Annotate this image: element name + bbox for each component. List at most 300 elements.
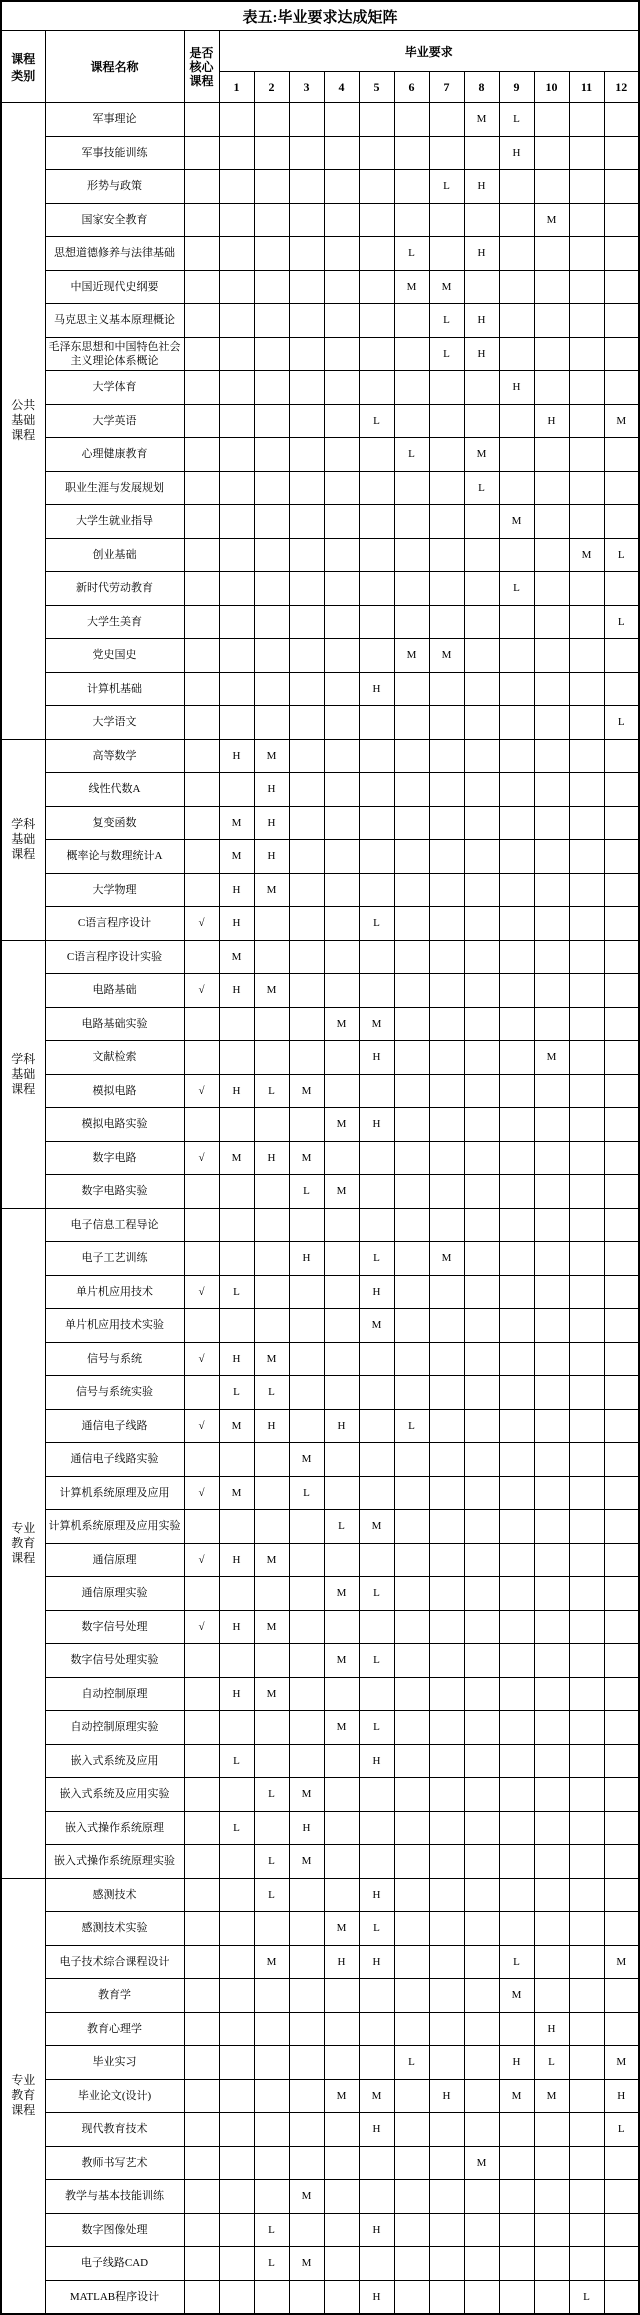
table-row	[1, 471, 639, 505]
requirement-mark-cell	[604, 2180, 639, 2214]
table-row	[1, 404, 639, 438]
course-name-cell: 信号与系统实验	[45, 1376, 184, 1410]
core-course-cell	[184, 572, 219, 606]
course-name-cell: 大学语文	[45, 706, 184, 740]
core-course-cell	[184, 1577, 219, 1611]
category-cell: 学科基础课程	[1, 739, 45, 940]
requirement-mark-cell	[569, 1208, 604, 1242]
requirement-mark-cell	[569, 1811, 604, 1845]
requirement-mark-cell	[394, 505, 429, 539]
requirement-mark-cell	[604, 873, 639, 907]
requirement-mark-cell	[464, 1041, 499, 1075]
requirement-mark-cell	[464, 706, 499, 740]
requirement-mark-cell	[324, 1979, 359, 2013]
table-row	[1, 270, 639, 304]
table-row	[1, 2280, 639, 2314]
requirement-mark-cell	[464, 1744, 499, 1778]
requirement-mark-cell	[429, 605, 464, 639]
requirement-mark-cell	[219, 103, 254, 137]
requirement-mark-cell	[254, 2280, 289, 2314]
requirement-mark-cell	[394, 739, 429, 773]
requirement-mark-cell	[534, 1242, 569, 1276]
requirement-mark-cell: H	[359, 1275, 394, 1309]
requirement-mark-cell	[464, 1342, 499, 1376]
requirement-mark-cell	[569, 103, 604, 137]
requirement-mark-cell: M	[219, 1476, 254, 1510]
requirement-mark-cell	[359, 1443, 394, 1477]
requirement-mark-cell	[324, 1878, 359, 1912]
requirement-mark-cell	[604, 572, 639, 606]
course-name-cell: 嵌入式操作系统原理实验	[45, 1845, 184, 1879]
requirement-mark-cell	[394, 1242, 429, 1276]
requirement-mark-cell	[604, 639, 639, 673]
requirement-mark-cell	[324, 1275, 359, 1309]
table-row	[1, 1409, 639, 1443]
table-row	[1, 840, 639, 874]
table-row	[1, 1074, 639, 1108]
requirement-mark-cell	[569, 773, 604, 807]
requirement-mark-cell	[569, 739, 604, 773]
requirement-mark-cell	[569, 1845, 604, 1879]
requirement-mark-cell	[359, 706, 394, 740]
table-row	[1, 1711, 639, 1745]
requirement-mark-cell: M	[464, 103, 499, 137]
requirement-mark-cell	[499, 1510, 534, 1544]
requirement-mark-cell	[289, 739, 324, 773]
requirement-mark-cell	[499, 639, 534, 673]
requirement-mark-cell: L	[324, 1510, 359, 1544]
core-course-cell	[184, 1979, 219, 2013]
requirement-mark-cell	[359, 1141, 394, 1175]
requirement-mark-cell	[254, 538, 289, 572]
requirement-mark-cell: L	[499, 572, 534, 606]
requirement-mark-cell: H	[219, 1074, 254, 1108]
core-course-cell: √	[184, 1543, 219, 1577]
core-course-cell: √	[184, 1476, 219, 1510]
requirement-mark-cell	[429, 1476, 464, 1510]
requirement-mark-cell	[289, 237, 324, 271]
requirement-mark-cell	[219, 1041, 254, 1075]
requirement-mark-cell	[534, 136, 569, 170]
requirement-mark-cell	[604, 471, 639, 505]
requirement-mark-cell	[569, 1443, 604, 1477]
requirement-mark-cell	[569, 505, 604, 539]
requirement-mark-cell	[499, 773, 534, 807]
requirement-mark-cell	[569, 873, 604, 907]
requirement-mark-cell	[219, 1175, 254, 1209]
table-row	[1, 1979, 639, 2013]
requirement-mark-cell	[464, 1979, 499, 2013]
requirement-mark-cell: M	[324, 1644, 359, 1678]
requirement-mark-cell	[359, 1175, 394, 1209]
requirement-mark-cell	[464, 1108, 499, 1142]
requirement-mark-cell	[429, 1912, 464, 1946]
requirement-mark-cell	[324, 1208, 359, 1242]
requirement-mark-cell	[499, 237, 534, 271]
requirement-mark-cell	[569, 438, 604, 472]
requirement-mark-cell	[534, 1275, 569, 1309]
course-name-cell: 自动控制原理实验	[45, 1711, 184, 1745]
req-number-header: 3	[289, 72, 324, 103]
requirement-mark-cell: M	[289, 1845, 324, 1879]
table-row	[1, 337, 639, 371]
requirement-mark-cell	[569, 672, 604, 706]
requirement-mark-cell	[289, 605, 324, 639]
requirement-mark-cell	[534, 1945, 569, 1979]
course-name-cell: 大学英语	[45, 404, 184, 438]
requirement-mark-cell	[569, 806, 604, 840]
requirement-mark-cell: H	[359, 2113, 394, 2147]
requirement-mark-cell	[324, 270, 359, 304]
course-name-cell: 文献检索	[45, 1041, 184, 1075]
requirement-mark-cell	[604, 773, 639, 807]
requirement-mark-cell: M	[289, 2247, 324, 2281]
requirement-mark-cell	[569, 1242, 604, 1276]
core-course-cell	[184, 840, 219, 874]
requirement-mark-cell	[499, 1175, 534, 1209]
requirement-mark-cell	[569, 940, 604, 974]
requirement-mark-cell	[534, 2213, 569, 2247]
requirement-mark-cell	[429, 1744, 464, 1778]
requirement-mark-cell: M	[499, 505, 534, 539]
requirement-mark-cell	[359, 1811, 394, 1845]
core-course-cell	[184, 1878, 219, 1912]
requirement-mark-cell	[534, 471, 569, 505]
requirement-mark-cell	[499, 304, 534, 338]
course-name-cell: 教师书写艺术	[45, 2146, 184, 2180]
requirement-mark-cell	[289, 404, 324, 438]
requirement-mark-cell	[569, 471, 604, 505]
requirement-mark-cell	[359, 1677, 394, 1711]
requirement-mark-cell	[429, 1041, 464, 1075]
requirement-mark-cell	[359, 1778, 394, 1812]
table-row	[1, 1744, 639, 1778]
requirement-mark-cell	[324, 773, 359, 807]
requirement-mark-cell	[464, 1510, 499, 1544]
course-name-cell: 教育学	[45, 1979, 184, 2013]
requirement-mark-cell	[604, 203, 639, 237]
core-course-cell	[184, 1309, 219, 1343]
course-name-cell: 嵌入式系统及应用实验	[45, 1778, 184, 1812]
requirement-mark-cell	[359, 1409, 394, 1443]
requirement-mark-cell	[569, 1309, 604, 1343]
requirement-mark-cell	[534, 739, 569, 773]
requirement-mark-cell	[499, 2146, 534, 2180]
core-course-cell	[184, 2113, 219, 2147]
requirement-mark-cell: M	[359, 1309, 394, 1343]
table-row	[1, 873, 639, 907]
requirement-mark-cell	[429, 1376, 464, 1410]
requirement-mark-cell	[464, 773, 499, 807]
course-name-cell: 党史国史	[45, 639, 184, 673]
requirement-mark-cell	[254, 605, 289, 639]
requirement-mark-cell	[254, 270, 289, 304]
requirement-mark-cell	[569, 1342, 604, 1376]
requirement-mark-cell	[604, 1811, 639, 1845]
requirement-mark-cell	[429, 103, 464, 137]
requirement-mark-cell	[254, 706, 289, 740]
requirement-mark-cell	[464, 1945, 499, 1979]
requirement-mark-cell: M	[604, 2046, 639, 2080]
requirement-mark-cell	[324, 1342, 359, 1376]
core-course-cell	[184, 371, 219, 405]
requirement-mark-cell	[324, 1677, 359, 1711]
requirement-mark-cell	[289, 1610, 324, 1644]
requirement-mark-cell	[254, 1443, 289, 1477]
requirement-mark-cell: L	[289, 1476, 324, 1510]
requirement-mark-cell	[429, 1945, 464, 1979]
requirement-mark-cell	[604, 1677, 639, 1711]
requirement-mark-cell	[394, 907, 429, 941]
requirement-mark-cell	[499, 2213, 534, 2247]
requirement-mark-cell	[359, 940, 394, 974]
requirement-mark-cell	[464, 1845, 499, 1879]
requirement-mark-cell	[429, 371, 464, 405]
requirement-mark-cell	[394, 1543, 429, 1577]
core-course-cell	[184, 1376, 219, 1410]
requirement-mark-cell	[219, 672, 254, 706]
requirement-mark-cell	[464, 1476, 499, 1510]
course-name-cell: C语言程序设计实验	[45, 940, 184, 974]
requirement-mark-cell	[429, 1007, 464, 1041]
req-number-header: 6	[394, 72, 429, 103]
requirement-mark-cell	[324, 203, 359, 237]
requirement-mark-cell	[289, 706, 324, 740]
table-row	[1, 1309, 639, 1343]
requirement-mark-cell	[569, 1744, 604, 1778]
requirement-mark-cell	[534, 1912, 569, 1946]
requirement-mark-cell: M	[324, 1108, 359, 1142]
requirement-mark-cell	[464, 1175, 499, 1209]
course-name-cell: 数字信号处理实验	[45, 1644, 184, 1678]
requirement-mark-cell: M	[429, 1242, 464, 1276]
requirement-mark-cell	[499, 1443, 534, 1477]
requirement-mark-cell	[289, 672, 324, 706]
core-course-cell	[184, 1744, 219, 1778]
requirement-mark-cell	[289, 2280, 324, 2314]
requirement-mark-cell	[464, 974, 499, 1008]
requirement-mark-cell: L	[359, 907, 394, 941]
requirement-mark-cell	[569, 605, 604, 639]
requirement-mark-cell	[324, 739, 359, 773]
requirement-mark-cell	[569, 337, 604, 371]
core-course-cell	[184, 1041, 219, 1075]
table-row	[1, 1677, 639, 1711]
requirement-mark-cell	[604, 1443, 639, 1477]
requirement-mark-cell	[254, 672, 289, 706]
requirement-mark-cell: H	[359, 2280, 394, 2314]
requirement-mark-cell: L	[219, 1376, 254, 1410]
requirement-mark-cell	[254, 1242, 289, 1276]
requirement-mark-cell	[254, 1175, 289, 1209]
requirement-mark-cell	[464, 1242, 499, 1276]
requirement-mark-cell	[499, 1744, 534, 1778]
requirement-mark-cell	[324, 2012, 359, 2046]
table-row	[1, 1376, 639, 1410]
core-course-cell: √	[184, 1074, 219, 1108]
requirement-mark-cell	[324, 1376, 359, 1410]
requirement-mark-cell	[534, 806, 569, 840]
course-name-cell: 计算机系统原理及应用	[45, 1476, 184, 1510]
requirement-mark-cell	[429, 2012, 464, 2046]
requirement-mark-cell	[394, 1644, 429, 1678]
requirement-mark-cell	[534, 773, 569, 807]
requirement-mark-cell	[569, 1007, 604, 1041]
requirement-mark-cell	[569, 706, 604, 740]
category-cell: 专业教育课程	[1, 1878, 45, 2314]
requirement-mark-cell	[604, 2280, 639, 2314]
requirement-mark-cell	[289, 1543, 324, 1577]
category-cell: 专业教育课程	[1, 1208, 45, 1878]
requirement-mark-cell	[394, 1007, 429, 1041]
core-course-cell	[184, 2079, 219, 2113]
requirement-mark-cell	[394, 371, 429, 405]
requirement-mark-cell	[394, 1309, 429, 1343]
requirement-mark-cell	[569, 170, 604, 204]
requirement-mark-cell: M	[219, 1141, 254, 1175]
requirement-mark-cell	[324, 237, 359, 271]
requirement-mark-cell: M	[289, 2180, 324, 2214]
requirement-mark-cell	[464, 203, 499, 237]
requirement-mark-cell	[534, 1711, 569, 1745]
requirement-mark-cell	[289, 806, 324, 840]
requirement-mark-cell	[499, 471, 534, 505]
requirement-mark-cell	[254, 639, 289, 673]
requirement-mark-cell: L	[359, 1711, 394, 1745]
requirement-mark-cell	[499, 940, 534, 974]
requirement-mark-cell	[254, 471, 289, 505]
requirement-mark-cell	[499, 1208, 534, 1242]
requirement-mark-cell	[534, 438, 569, 472]
requirement-mark-cell	[569, 639, 604, 673]
requirement-mark-cell	[289, 1912, 324, 1946]
req-number-header: 1	[219, 72, 254, 103]
course-name-cell: 单片机应用技术	[45, 1275, 184, 1309]
requirement-mark-cell	[429, 404, 464, 438]
requirement-mark-cell	[499, 2280, 534, 2314]
table-row	[1, 572, 639, 606]
requirement-mark-cell	[254, 2180, 289, 2214]
requirement-mark-cell: H	[534, 2012, 569, 2046]
requirement-mark-cell	[534, 1208, 569, 1242]
requirement-mark-cell	[464, 1577, 499, 1611]
core-course-cell: √	[184, 907, 219, 941]
requirement-mark-cell: L	[464, 471, 499, 505]
course-name-cell: 线性代数A	[45, 773, 184, 807]
requirement-mark-cell: L	[254, 1845, 289, 1879]
requirement-mark-cell	[569, 1175, 604, 1209]
requirement-mark-cell	[499, 270, 534, 304]
requirement-mark-cell	[394, 1945, 429, 1979]
requirement-mark-cell	[289, 538, 324, 572]
requirement-mark-cell	[499, 1275, 534, 1309]
requirement-mark-cell	[219, 2180, 254, 2214]
requirement-mark-cell	[534, 1376, 569, 1410]
requirement-mark-cell: L	[394, 2046, 429, 2080]
requirement-mark-cell: M	[359, 1510, 394, 1544]
requirement-mark-cell	[569, 1074, 604, 1108]
requirement-mark-cell	[219, 337, 254, 371]
requirement-mark-cell	[534, 639, 569, 673]
requirement-mark-cell	[569, 974, 604, 1008]
req-number-header: 12	[604, 72, 639, 103]
requirement-mark-cell	[324, 471, 359, 505]
requirement-mark-cell	[254, 940, 289, 974]
requirement-mark-cell	[289, 1041, 324, 1075]
requirement-mark-cell: M	[289, 1141, 324, 1175]
table-row	[1, 438, 639, 472]
requirement-mark-cell	[499, 1577, 534, 1611]
requirement-mark-cell: L	[359, 1644, 394, 1678]
requirement-mark-cell: M	[254, 873, 289, 907]
requirement-mark-cell: H	[359, 1744, 394, 1778]
requirement-mark-cell: L	[254, 1778, 289, 1812]
requirement-mark-cell	[569, 907, 604, 941]
requirement-mark-cell	[394, 1041, 429, 1075]
requirement-mark-cell	[499, 404, 534, 438]
requirement-mark-cell	[289, 170, 324, 204]
course-name-cell: 通信电子线路实验	[45, 1443, 184, 1477]
requirement-mark-cell: L	[219, 1275, 254, 1309]
requirement-mark-cell	[394, 1342, 429, 1376]
course-name-cell: 感测技术实验	[45, 1912, 184, 1946]
category-cell: 学科基础课程	[1, 940, 45, 1208]
requirement-mark-cell	[289, 438, 324, 472]
requirement-mark-cell	[359, 304, 394, 338]
table-row	[1, 1811, 639, 1845]
course-name-cell: 教育心理学	[45, 2012, 184, 2046]
requirement-mark-cell	[324, 1845, 359, 1879]
course-name-cell: 嵌入式系统及应用	[45, 1744, 184, 1778]
requirement-mark-cell	[289, 639, 324, 673]
requirement-mark-cell	[324, 1041, 359, 1075]
table-row	[1, 1912, 639, 1946]
core-course-cell: √	[184, 1342, 219, 1376]
course-name-cell: 大学体育	[45, 371, 184, 405]
requirement-mark-cell	[534, 605, 569, 639]
requirement-mark-cell	[429, 136, 464, 170]
requirement-mark-cell	[359, 2012, 394, 2046]
requirement-mark-cell	[394, 203, 429, 237]
requirement-mark-cell	[324, 103, 359, 137]
core-course-cell	[184, 471, 219, 505]
course-name-cell: 模拟电路	[45, 1074, 184, 1108]
requirement-mark-cell	[254, 170, 289, 204]
core-course-cell	[184, 1208, 219, 1242]
requirement-mark-cell: H	[499, 2046, 534, 2080]
requirement-mark-cell	[569, 203, 604, 237]
requirement-mark-cell	[289, 1275, 324, 1309]
core-course-cell	[184, 672, 219, 706]
requirement-mark-cell	[324, 974, 359, 1008]
requirement-mark-cell: M	[464, 2146, 499, 2180]
requirement-mark-cell: H	[324, 1945, 359, 1979]
requirement-mark-cell	[219, 1242, 254, 1276]
requirement-mark-cell	[604, 1141, 639, 1175]
requirement-mark-cell	[429, 873, 464, 907]
requirement-mark-cell	[359, 371, 394, 405]
requirement-mark-cell	[604, 1342, 639, 1376]
requirement-mark-cell	[604, 2213, 639, 2247]
requirement-mark-cell	[499, 1878, 534, 1912]
requirement-mark-cell	[464, 1208, 499, 1242]
table-row	[1, 1778, 639, 1812]
requirement-mark-cell	[394, 1711, 429, 1745]
requirement-mark-cell: L	[394, 237, 429, 271]
requirement-mark-cell	[604, 1476, 639, 1510]
requirement-mark-cell	[604, 337, 639, 371]
requirement-mark-cell	[359, 974, 394, 1008]
